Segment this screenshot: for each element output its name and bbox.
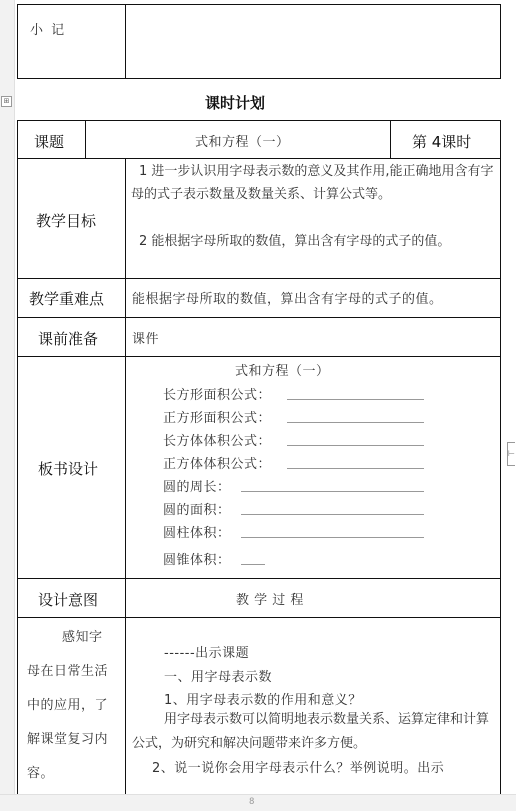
- notes-table: [17, 4, 501, 79]
- goal-label: 教学目标: [36, 212, 97, 230]
- topic-label: 课题: [34, 133, 65, 151]
- key-points-label: 教学重难点: [29, 290, 105, 308]
- board-line: 圆锥体积：: [163, 553, 231, 568]
- prep-value: 课件: [132, 332, 160, 347]
- page-number: 8: [249, 797, 255, 807]
- intent-text-line: 中的应用，了: [27, 698, 109, 713]
- intent-text-line: 母在日常生活: [27, 664, 109, 679]
- page-title: 课时计划: [205, 94, 266, 112]
- process-paragraph: 用字母表示数可以简明地表示数量关系、运算定律和计算公式，为研究和解决问题带来许多方便。: [132, 712, 490, 751]
- board-line: 圆的面积：: [163, 503, 231, 518]
- page-margin-bottom: [0, 794, 516, 811]
- key-points-value: 能根据字母所取的数值，算出含有字母的式子的值。: [132, 292, 443, 307]
- intent-text-line: 感知字: [62, 630, 103, 645]
- intent-label: 设计意图: [38, 591, 99, 609]
- process-line: ------出示课题: [164, 646, 250, 661]
- board-line: 圆的周长：: [163, 480, 231, 495]
- table-move-handle-icon[interactable]: ⊞: [1, 96, 12, 107]
- process-line: 一、用字母表示数: [164, 670, 273, 685]
- intent-text-line: 解课堂复习内: [27, 732, 109, 747]
- board-line: 圆柱体积：: [163, 526, 231, 541]
- notes-label: 小 记: [30, 23, 67, 38]
- board-line: 长方形面积公式：: [163, 388, 272, 403]
- board-line: 正方形面积公式：: [163, 411, 272, 426]
- board-line: 长方体体积公式：: [163, 434, 272, 449]
- page-margin-left: [0, 0, 15, 811]
- process-line: 1、用字母表示数的作用和意义？: [164, 693, 362, 708]
- goal-item-2: 2 能根据字母所取的数值，算出含有字母的式子的值。: [139, 234, 451, 249]
- board-heading: 式和方程（一）: [235, 364, 330, 379]
- goal-item-1: 1 进一步认识用字母表示数的意义及其作用,能正确地用含有字母的式子表示数量及数量关系、计算公式等。: [131, 164, 494, 202]
- topic-value: 式和方程（一）: [195, 135, 290, 150]
- process-line: 2、说一说你会用字母表示什么？举例说明。出示: [152, 761, 445, 776]
- board-line: 正方体体积公式：: [163, 457, 272, 472]
- process-heading: 教 学 过 程: [236, 593, 304, 608]
- intent-text-line: 容。: [27, 766, 55, 781]
- lesson-number: 第 4课时: [412, 133, 472, 151]
- board-label: 板书设计: [38, 460, 99, 478]
- side-handle-icon[interactable]: ⊢: [507, 442, 515, 466]
- prep-label: 课前准备: [38, 330, 99, 348]
